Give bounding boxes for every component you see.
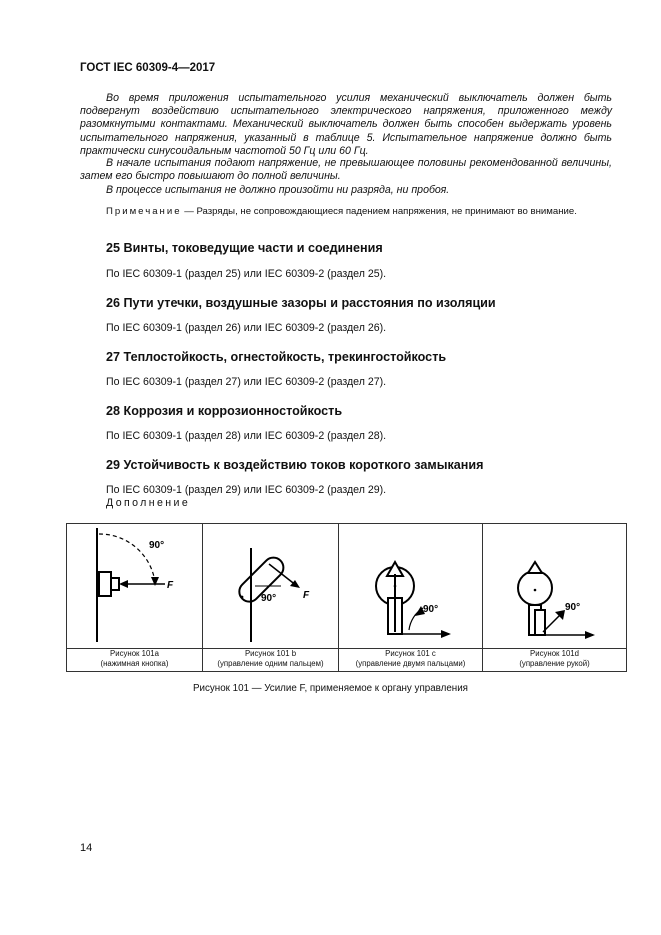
section-title-29: 29 Устойчивость к воздействию токов короткого замыкания [106, 458, 484, 472]
caption-title: Рисунок 101 b [244, 649, 297, 658]
caption-sub: (нажимная кнопка) [100, 659, 169, 668]
section-title-26: 26 Пути утечки, воздушные зазоры и расстояния по изоляции [106, 296, 496, 310]
section-ref-28: По IEC 60309-1 (раздел 28) или IEC 60309-2 (раздел 28). [106, 430, 387, 442]
force-label: F [167, 580, 174, 591]
angle-label: 90° [149, 540, 165, 551]
supplement-label: Дополнение [106, 497, 191, 509]
hand-operation-diagram [483, 524, 627, 648]
figure-table [66, 523, 627, 672]
section-ref-29: По IEC 60309-1 (раздел 29) или IEC 60309-2 (раздел 29). [106, 484, 387, 496]
figure-101a-cell [67, 524, 203, 649]
section-ref-25: По IEC 60309-1 (раздел 25) или IEC 60309-2 (раздел 25). [106, 268, 387, 280]
section-title-28: 28 Коррозия и коррозионностойкость [106, 404, 343, 418]
caption-title: Рисунок 101d [530, 649, 579, 658]
figure-101d-caption [483, 649, 627, 672]
note-label: Примечание [106, 206, 182, 217]
section-title-27: 27 Теплостойкость, огнестойкость, трекингостойкость [106, 350, 447, 364]
angle-label: 90° [261, 593, 277, 604]
figure-title: Рисунок 101 — Усилие F, применяемое к органу управления [192, 683, 468, 694]
note [106, 206, 577, 217]
angle-label: 90° [565, 602, 581, 613]
angle-label: 90° [423, 604, 439, 615]
page-number: 14 [80, 842, 93, 854]
figure-101d-cell [483, 524, 627, 649]
section-ref-26: По IEC 60309-1 (раздел 26) или IEC 60309-2 (раздел 26). [106, 322, 387, 334]
caption-title: Рисунок 101a [110, 649, 159, 658]
force-label: F [303, 590, 310, 601]
section-title-25: 25 Винты, токоведущие части и соединения [106, 241, 383, 255]
intro-paragraph-3: В процессе испытания не должно произойти ни разряда, ни пробоя. [106, 184, 450, 196]
section-ref-27: По IEC 60309-1 (раздел 27) или IEC 60309-2 (раздел 27). [106, 376, 387, 388]
document-header: ГОСТ IEC 60309-4—2017 [80, 62, 216, 74]
push-button-diagram [67, 524, 203, 648]
caption-sub: (управление рукой) [519, 659, 590, 668]
figure-101c-caption [339, 649, 483, 672]
figure-101b-cell [203, 524, 339, 649]
single-finger-diagram [203, 524, 339, 648]
figure-101a-caption [67, 649, 203, 672]
caption-title: Рисунок 101 c [385, 649, 436, 658]
note-text: — Разряды, не сопровождающиеся падением напряжения, не принимают во внимание. [181, 206, 577, 217]
figure-101c-cell [339, 524, 483, 649]
two-finger-diagram [339, 524, 483, 648]
intro-paragraph-1: Во время приложения испытательного усилия механический выключатель должен быть подвергнут воздействию испытательного электрического напряжения, приложенного между разомкнутыми контактами. Механический выключатель должен быть способен выдержать уровень испытательного напряжения, указанный в таблице 5. Испытательное напряжение должно быть практически синусоидальным частотой 50 Гц или 60 Гц. [80, 92, 612, 157]
intro-paragraph-2: В начале испытания подают напряжение, не превышающее половины рекомендованной величины, затем его быстро повышают до полной величины. [80, 157, 612, 183]
caption-sub: (управление двумя пальцами) [355, 659, 466, 668]
caption-sub: (управление одним пальцем) [217, 659, 324, 668]
figure-101b-caption [203, 649, 339, 672]
